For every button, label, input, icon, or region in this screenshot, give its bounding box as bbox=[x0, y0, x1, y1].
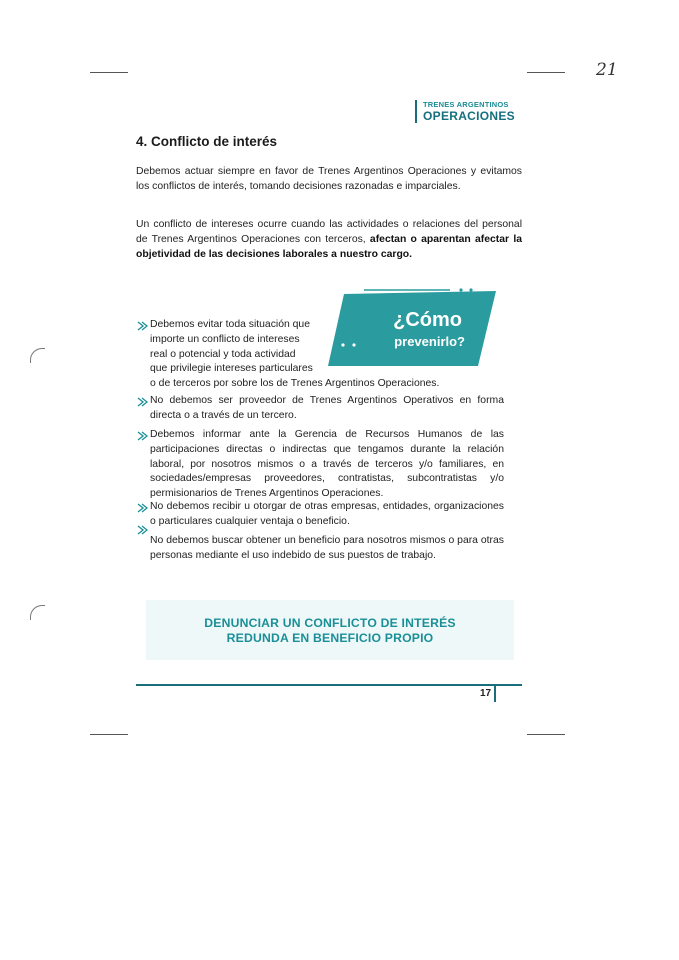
arrow-bullet-icon bbox=[137, 321, 148, 331]
section-heading: 4. Conflicto de interés bbox=[136, 134, 278, 149]
hole-punch-mark bbox=[30, 605, 45, 620]
logo-line-1: TRENES ARGENTINOS bbox=[423, 100, 509, 109]
scan-mark-bottom-right bbox=[527, 734, 565, 735]
bullet-item-4: No debemos recibir u otorgar de otras empresas, entidades, organizaciones o particulares cualquier ventaja o beneficio. bbox=[150, 501, 504, 527]
page-number-bar bbox=[494, 686, 496, 702]
definition-bold-text: afectan o aparentan afectar la objetividad de las decisiones laborales a nuestro cargo. bbox=[136, 234, 522, 260]
intro-paragraph: Debemos actuar siempre en favor de Trenes Argentinos Operaciones y evitamos los conflictos de interés, tomando decisiones razonadas e imparciales. bbox=[136, 166, 522, 192]
hole-punch-mark bbox=[30, 348, 45, 363]
bullet-item-1 bbox=[150, 318, 439, 392]
scan-mark-top-left bbox=[90, 72, 128, 73]
arrow-bullet-icon bbox=[137, 525, 148, 535]
logo-line-2: OPERACIONES bbox=[423, 109, 515, 123]
footer-rule bbox=[136, 684, 522, 686]
scan-mark-bottom-left bbox=[90, 734, 128, 735]
callout-line-2: REDUNDA EN BENEFICIO PROPIO bbox=[226, 631, 434, 645]
bullet-1-line-3: real o potencial y toda actividad bbox=[150, 348, 296, 360]
bullet-item-2: No debemos ser proveedor de Trenes Argentinos Operativos en forma directa o a través de un tercero. bbox=[150, 395, 504, 421]
bullet-1-line-1: Debemos evitar toda situación que bbox=[150, 319, 310, 330]
bullet-1-line-4: que privilegie intereses particulares bbox=[150, 363, 313, 375]
arrow-bullet-icon bbox=[137, 431, 148, 441]
arrow-bullet-icon bbox=[137, 503, 148, 513]
bullet-1-line-5: o de terceros por sobre los de Trenes Argentinos Operaciones. bbox=[150, 378, 440, 390]
handwritten-page-number: 21 bbox=[596, 60, 618, 80]
banner-subtitle: prevenirlo? bbox=[394, 334, 465, 349]
arrow-bullet-icon bbox=[137, 397, 148, 407]
definition-text: Un conflicto de intereses ocurre cuando las actividades o relaciones del personal de Trenes Argentinos Operaciones con terceros, bbox=[136, 219, 522, 245]
definition-paragraph bbox=[136, 217, 522, 262]
callout-text bbox=[146, 616, 514, 646]
bullet-item-5: No debemos buscar obtener un beneficio para nosotros mismos o para otras personas mediante el uso indebido de sus puestos de trabajo. bbox=[150, 535, 504, 561]
bullet-item-3: Debemos informar ante la Gerencia de Recursos Humanos de las participaciones directas o indirectas que tengamos durante la relación laboral, por nosotros mismos o a través de terceros y/o familiares, en sociedades/empresas proveedores, contratistas, subcontratistas y/o permisionarios de Trenes Argentinos Operaciones. bbox=[150, 429, 504, 500]
company-logo bbox=[415, 100, 515, 123]
page-number: 17 bbox=[480, 688, 492, 699]
bullet-1-line-2: importe un conflicto de intereses bbox=[150, 333, 300, 345]
scan-mark-top-right bbox=[527, 72, 565, 73]
callout-line-1: DENUNCIAR UN CONFLICTO DE INTERÉS bbox=[204, 616, 456, 630]
banner-title: ¿Cómo bbox=[393, 309, 462, 331]
